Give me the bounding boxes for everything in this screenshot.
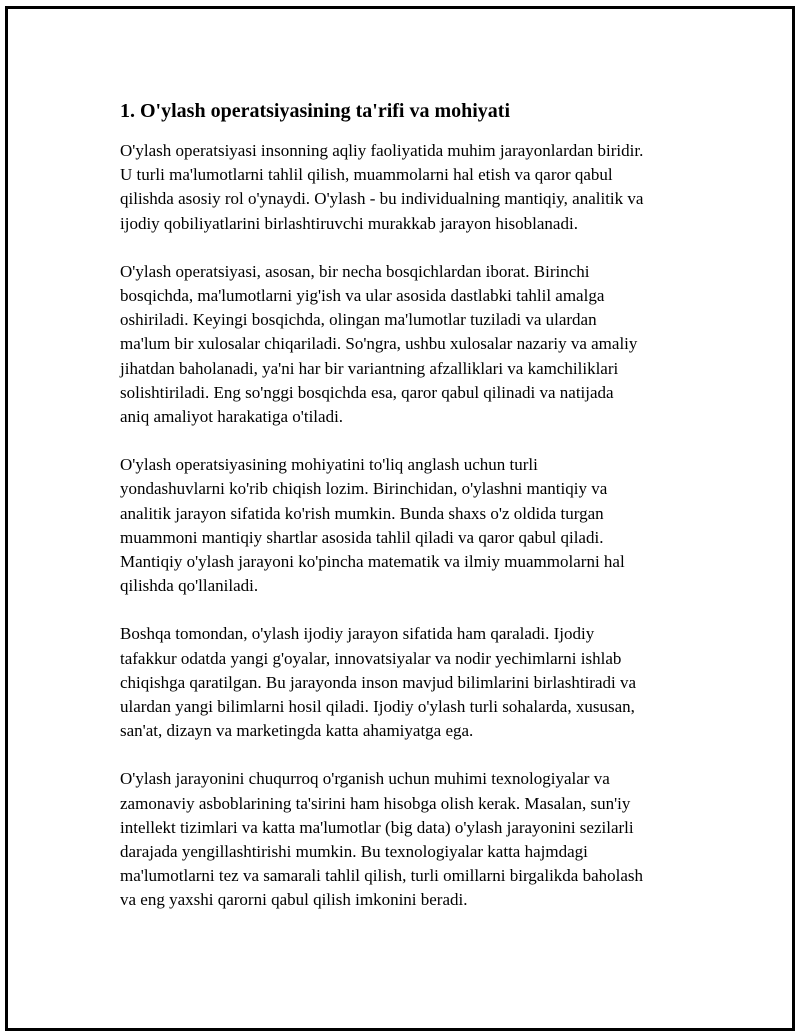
paragraph-line: ma'lum bir xulosalar chiqariladi. So'ngra, ushbu xulosalar nazariy va amaliy bbox=[120, 334, 638, 354]
paragraph-line: aniq amaliyot harakatiga o'tiladi. bbox=[120, 407, 344, 427]
paragraph-line: ma'lumotlarni tez va samarali tahlil qilish, turli omillarni birgalikda baholash bbox=[120, 866, 644, 886]
paragraph-line: qilishda qo'llaniladi. bbox=[120, 576, 259, 596]
paragraph-line: oshiriladi. Keyingi bosqichda, olingan ma'lumotlar tuziladi va ulardan bbox=[120, 310, 597, 330]
paragraph-line: yondashuvlarni ko'rib chiqish lozim. Birinchidan, o'ylashni mantiqiy va bbox=[120, 479, 608, 499]
paragraph-line: qilishda asosiy rol o'ynaydi. O'ylash - bu individualning mantiqiy, analitik va bbox=[120, 189, 644, 209]
paragraph-line: O'ylash jarayonini chuqurroq o'rganish uchun muhimi texnologiyalar va bbox=[120, 769, 610, 789]
paragraph-line: analitik jarayon sifatida ko'rish mumkin. Bunda shaxs o'z oldida turgan bbox=[120, 503, 604, 523]
document-body bbox=[120, 99, 700, 937]
paragraph-line: muammoni mantiqiy shartlar asosida tahlil qiladi va qaror qabul qiladi. bbox=[120, 527, 604, 547]
paragraph-line: zamonaviy asboblarining ta'sirini ham hisobga olish kerak. Masalan, sun'iy bbox=[120, 793, 631, 813]
paragraph-line: va eng yaxshi qarorni qabul qilish imkonini beradi. bbox=[120, 890, 468, 910]
paragraph-line: ulardan yangi bilimlarni hosil qiladi. Ijodiy o'ylash turli sohalarda, xususan, bbox=[120, 697, 635, 717]
paragraph-list bbox=[120, 139, 700, 913]
section-heading: 1. O'ylash operatsiyasining ta'rifi va mohiyati bbox=[120, 100, 511, 122]
paragraph-line: san'at, dizayn va marketingda katta ahamiyatga ega. bbox=[120, 721, 474, 741]
paragraph bbox=[120, 260, 700, 429]
paragraph-line: jihatdan baholanadi, ya'ni har bir variantning afzalliklari va kamchiliklari bbox=[120, 358, 619, 378]
paragraph bbox=[120, 453, 700, 598]
paragraph bbox=[120, 139, 700, 236]
paragraph-line: O'ylash operatsiyasi, asosan, bir necha bosqichlardan iborat. Birinchi bbox=[120, 261, 590, 281]
paragraph-line: intellekt tizimlari va katta ma'lumotlar (big data) o'ylash jarayonini sezilarli bbox=[120, 817, 634, 837]
paragraph-line: tafakkur odatda yangi g'oyalar, innovatsiyalar va nodir yechimlarni ishlab bbox=[120, 648, 622, 668]
paragraph-line: darajada yengillashtirishi mumkin. Bu texnologiyalar katta hajmdagi bbox=[120, 842, 588, 862]
paragraph-line: ijodiy qobiliyatlarini birlashtiruvchi murakkab jarayon hisoblanadi. bbox=[120, 213, 578, 233]
paragraph-line: O'ylash operatsiyasining mohiyatini to'liq anglash uchun turli bbox=[120, 455, 538, 475]
paragraph-line: Boshqa tomondan, o'ylash ijodiy jarayon sifatida ham qaraladi. Ijodiy bbox=[120, 624, 595, 644]
paragraph-line: chiqishga qaratilgan. Bu jarayonda inson mavjud bilimlarini birlashtiradi va bbox=[120, 672, 637, 692]
paragraph-line: solishtiriladi. Eng so'nggi bosqichda esa, qaror qabul qilinadi va natijada bbox=[120, 382, 614, 402]
paragraph-line: U turli ma'lumotlarni tahlil qilish, muammolarni hal etish va qaror qabul bbox=[120, 165, 613, 185]
paragraph-line: O'ylash operatsiyasi insonning aqliy faoliyatida muhim jarayonlardan biridir. bbox=[120, 141, 644, 160]
paragraph-line: bosqichda, ma'lumotlarni yig'ish va ular asosida dastlabki tahlil amalga bbox=[120, 286, 605, 306]
paragraph bbox=[120, 767, 700, 912]
paragraph-line: Mantiqiy o'ylash jarayoni ko'pincha matematik va ilmiy muammolarni hal bbox=[120, 552, 625, 572]
paragraph bbox=[120, 622, 700, 743]
page-frame bbox=[5, 6, 795, 1031]
